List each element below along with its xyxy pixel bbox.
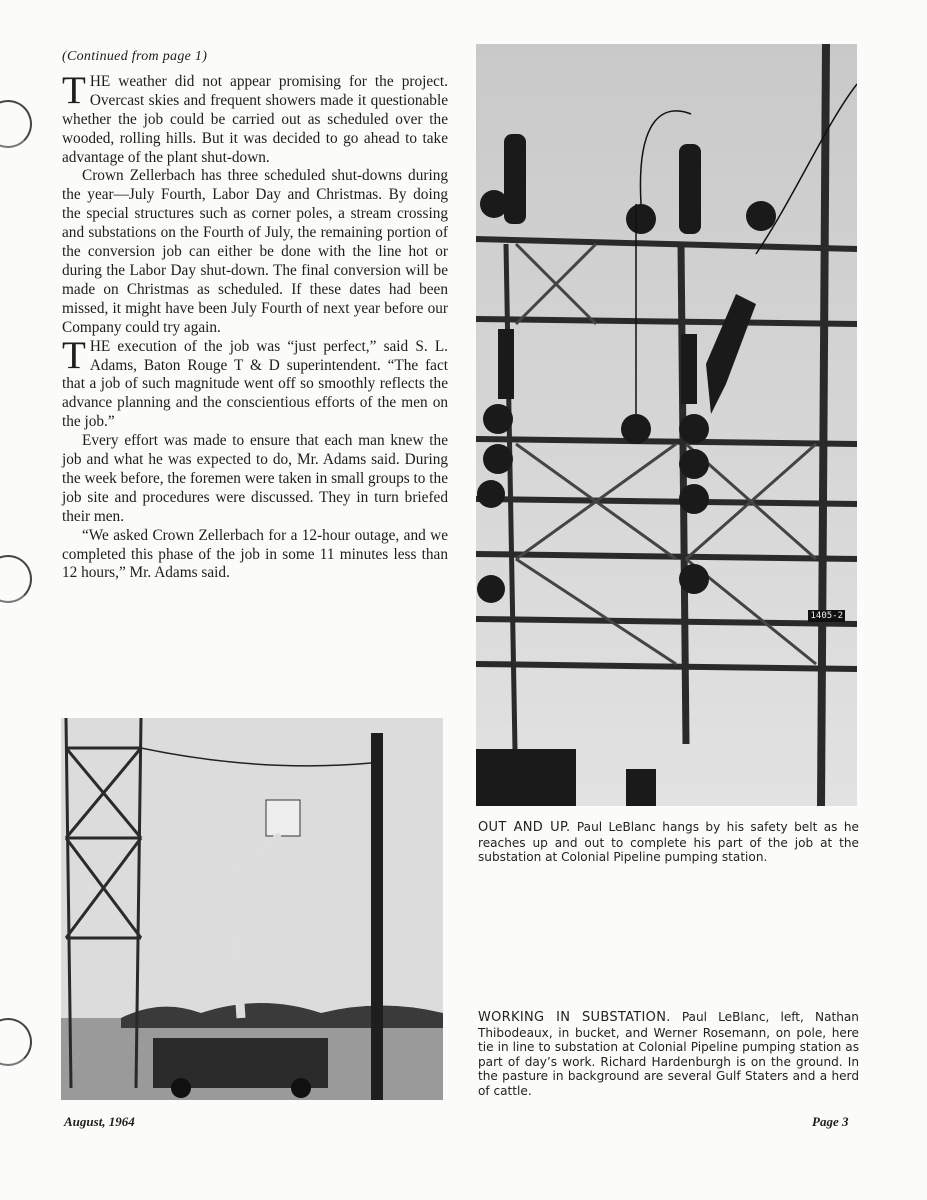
footer-page-number: Page 3 (812, 1114, 849, 1129)
caption-heading: WORKING IN SUBSTATION. (478, 1010, 671, 1025)
footer-date: August, 1964 (64, 1114, 135, 1129)
drop-cap: T (62, 68, 86, 112)
article-paragraph: Crown Zellerbach has three scheduled shut-downs during the year—July Fourth, Labor Day and Christmas. By doing the special structures such as corner poles, a stream crossing and substations on the Fourth of July, the remaining portion of the conversion job can either be done with the line hot or during the Labor Day shut-down. The final conversion will be made on Christmas as scheduled. If these dates had been missed, it might have been July Fourth of next year before our Company could try again. (62, 167, 448, 336)
article-paragraph: “We asked Crown Zellerbach for a 12-hour outage, and we completed this phase of the job in some 11 minutes less than 12 hours,” Mr. Adams said. (62, 526, 448, 582)
article-paragraph: THE weather did not appear promising for the project. Overcast skies and frequent showers made it questionable whether the job could be carried out as scheduled over the wooded, rolling hills. But it was decided to go ahead to take advantage of the plant shut-down. (62, 68, 448, 166)
article-paragraph: Every effort was made to ensure that each man knew the job and what he was expected to do, Mr. Adams said. During the week before, the foremen were taken in small groups to the job site and procedures were discussed. They in turn briefed their men. (62, 432, 448, 525)
binder-hole (0, 555, 32, 603)
caption-text: Paul LeBlanc hangs by his safety belt as he reaches up and out to complete his part of the job at the substation at Colonial Pipeline pumping station. (478, 820, 859, 865)
photo-bucket-truck (61, 718, 443, 1100)
caption-text: Paul LeBlanc, left, Nathan Thibodeaux, in bucket, and Werner Rosemann, on pole, here tie in line to substation at Colonial Pipeline pumping station as part of day’s work. Richard Hardenburgh is on the ground. In the pasture in background are several Gulf Staters and a herd of cattle. (478, 1010, 859, 1098)
drop-cap: T (62, 333, 86, 377)
binder-hole (0, 100, 32, 148)
article-paragraph: THE execution of the job was “just perfect,” said S. L. Adams, Baton Rouge T & D superintendent. “The fact that a job of such magnitude went off so smoothly reflects the advance planning and the conscientious efforts of the men on the job.” (62, 333, 448, 431)
caption-out-and-up (478, 820, 859, 865)
continued-note: (Continued from page 1) (62, 49, 208, 64)
caption-heading: OUT AND UP. (478, 820, 571, 835)
caption-working-in-substation (478, 1010, 859, 1099)
binder-hole (0, 1018, 32, 1066)
article-column (62, 48, 448, 583)
structure-number-tag: 1405-2 (810, 611, 843, 621)
photo-substation-lineman (476, 44, 857, 806)
